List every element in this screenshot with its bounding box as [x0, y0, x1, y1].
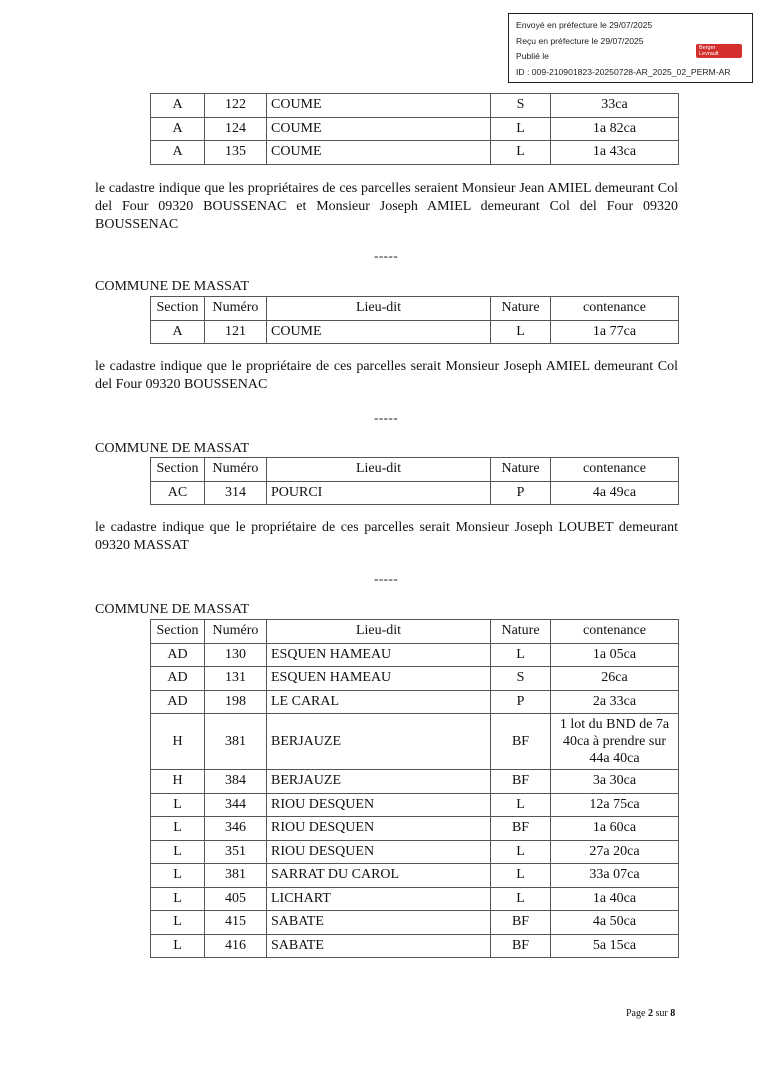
cell-nature: L — [491, 141, 551, 165]
cell-nature: L — [491, 864, 551, 888]
table-row — [151, 320, 679, 344]
table-row — [151, 793, 679, 817]
commune-heading: COMMUNE DE MASSAT — [95, 602, 250, 617]
cell-contenance: 4a 49ca — [551, 481, 679, 505]
cell-lieu-dit: RIOU DESQUEN — [267, 793, 491, 817]
cell-numero: 122 — [205, 94, 267, 118]
stamp-id: ID : 009-210901823-20250728-AR_2025_02_PERM-AR — [516, 66, 731, 77]
cell-contenance: 1 lot du BND de 7a 40ca à prendre sur 44a 40ca — [551, 714, 679, 770]
prefecture-stamp — [508, 13, 753, 83]
cell-contenance: 1a 77ca — [551, 320, 679, 344]
cell-nature: L — [491, 643, 551, 667]
cell-lieu-dit: ESQUEN HAMEAU — [267, 667, 491, 691]
table-row — [151, 667, 679, 691]
cell-nature: BF — [491, 714, 551, 770]
parcel-table-continued — [150, 93, 679, 165]
header-lieu-dit: Lieu-dit — [267, 458, 491, 482]
cell-nature: L — [491, 887, 551, 911]
cell-numero: 121 — [205, 320, 267, 344]
cell-section: A — [151, 117, 205, 141]
cell-contenance: 33a 07ca — [551, 864, 679, 888]
table-row — [151, 117, 679, 141]
commune-heading: COMMUNE DE MASSAT — [95, 279, 250, 294]
cell-lieu-dit: COUME — [267, 117, 491, 141]
table-header-row — [151, 297, 679, 321]
table-row — [151, 864, 679, 888]
cell-numero: 351 — [205, 840, 267, 864]
cell-numero: 384 — [205, 770, 267, 794]
table-row — [151, 141, 679, 165]
stamp-published: Publié le — [516, 51, 549, 61]
cell-contenance: 1a 43ca — [551, 141, 679, 165]
table-row — [151, 481, 679, 505]
cell-lieu-dit: RIOU DESQUEN — [267, 817, 491, 841]
cell-lieu-dit: COUME — [267, 94, 491, 118]
cell-numero: 198 — [205, 690, 267, 714]
owner-paragraph-2: le cadastre indique que le propriétaire de ces parcelles serait Monsieur Joseph AMIEL demeurant Col del Four 09320 BOUSSENAC — [95, 359, 678, 392]
cell-numero: 314 — [205, 481, 267, 505]
cell-numero: 135 — [205, 141, 267, 165]
cell-nature: S — [491, 94, 551, 118]
cell-nature: BF — [491, 911, 551, 935]
cell-section: L — [151, 911, 205, 935]
header-section: Section — [151, 620, 205, 644]
cell-numero: 405 — [205, 887, 267, 911]
cell-numero: 124 — [205, 117, 267, 141]
cell-nature: L — [491, 793, 551, 817]
cell-contenance: 27a 20ca — [551, 840, 679, 864]
cell-section: A — [151, 141, 205, 165]
separator: ----- — [374, 248, 399, 263]
cell-contenance: 1a 40ca — [551, 887, 679, 911]
header-section: Section — [151, 297, 205, 321]
cell-contenance: 2a 33ca — [551, 690, 679, 714]
table-row — [151, 643, 679, 667]
cell-contenance: 1a 05ca — [551, 643, 679, 667]
cell-contenance: 33ca — [551, 94, 679, 118]
cell-nature: L — [491, 840, 551, 864]
cell-lieu-dit: BERJAUZE — [267, 770, 491, 794]
cell-section: L — [151, 793, 205, 817]
cell-section: L — [151, 864, 205, 888]
cell-nature: BF — [491, 770, 551, 794]
cell-section: L — [151, 817, 205, 841]
parcel-table — [150, 457, 679, 505]
header-numero: Numéro — [205, 620, 267, 644]
cell-section: AD — [151, 643, 205, 667]
cell-lieu-dit: COUME — [267, 141, 491, 165]
table-row — [151, 94, 679, 118]
table-row — [151, 770, 679, 794]
cell-section: A — [151, 320, 205, 344]
cell-section: H — [151, 714, 205, 770]
header-nature: Nature — [491, 458, 551, 482]
separator: ----- — [374, 410, 399, 425]
cell-contenance: 3a 30ca — [551, 770, 679, 794]
header-lieu-dit: Lieu-dit — [267, 297, 491, 321]
header-numero: Numéro — [205, 458, 267, 482]
cell-numero: 346 — [205, 817, 267, 841]
cell-nature: BF — [491, 934, 551, 958]
table-row — [151, 714, 679, 770]
header-lieu-dit: Lieu-dit — [267, 620, 491, 644]
cell-section: AD — [151, 667, 205, 691]
cell-nature: S — [491, 667, 551, 691]
cell-lieu-dit: ESQUEN HAMEAU — [267, 643, 491, 667]
cell-section: AD — [151, 690, 205, 714]
cell-section: A — [151, 94, 205, 118]
header-section: Section — [151, 458, 205, 482]
cell-contenance: 4a 50ca — [551, 911, 679, 935]
cell-lieu-dit: SABATE — [267, 911, 491, 935]
header-nature: Nature — [491, 297, 551, 321]
cell-numero: 344 — [205, 793, 267, 817]
cell-contenance: 12a 75ca — [551, 793, 679, 817]
separator: ----- — [374, 571, 399, 586]
owner-paragraph-1: le cadastre indique que les propriétaires de ces parcelles seraient Monsieur Jean AMIEL demeurant Col del Four 09320 BOUSSENAC et Monsieur Joseph AMIEL demeurant Col del Four 09320 BOUSSENAC — [95, 181, 678, 232]
header-contenance: contenance — [551, 620, 679, 644]
table-row — [151, 934, 679, 958]
table-row — [151, 690, 679, 714]
cell-lieu-dit: RIOU DESQUEN — [267, 840, 491, 864]
cell-lieu-dit: COUME — [267, 320, 491, 344]
cell-nature: L — [491, 320, 551, 344]
cell-lieu-dit: BERJAUZE — [267, 714, 491, 770]
cell-nature: P — [491, 690, 551, 714]
header-nature: Nature — [491, 620, 551, 644]
cell-nature: P — [491, 481, 551, 505]
cell-lieu-dit: SARRAT DU CAROL — [267, 864, 491, 888]
cell-nature: BF — [491, 817, 551, 841]
cell-lieu-dit: LICHART — [267, 887, 491, 911]
table-header-row — [151, 458, 679, 482]
table-row — [151, 817, 679, 841]
cell-section: L — [151, 887, 205, 911]
header-numero: Numéro — [205, 297, 267, 321]
cell-numero: 130 — [205, 643, 267, 667]
cell-lieu-dit: LE CARAL — [267, 690, 491, 714]
parcel-table — [150, 619, 679, 958]
cell-contenance: 1a 60ca — [551, 817, 679, 841]
cell-section: H — [151, 770, 205, 794]
table-row — [151, 911, 679, 935]
page-number: Page 2 sur 8 — [626, 1008, 676, 1019]
cell-numero: 131 — [205, 667, 267, 691]
cell-section: L — [151, 934, 205, 958]
cell-numero: 416 — [205, 934, 267, 958]
cell-lieu-dit: SABATE — [267, 934, 491, 958]
header-contenance: contenance — [551, 297, 679, 321]
cell-contenance: 26ca — [551, 667, 679, 691]
parcel-table — [150, 296, 679, 344]
cell-numero: 415 — [205, 911, 267, 935]
commune-heading: COMMUNE DE MASSAT — [95, 441, 250, 456]
cell-numero: 381 — [205, 714, 267, 770]
cell-section: L — [151, 840, 205, 864]
cell-contenance: 1a 82ca — [551, 117, 679, 141]
stamp-received: Reçu en préfecture le 29/07/2025 — [516, 35, 644, 46]
cell-section: AC — [151, 481, 205, 505]
stamp-sent: Envoyé en préfecture le 29/07/2025 — [516, 20, 653, 30]
cell-numero: 381 — [205, 864, 267, 888]
cell-nature: L — [491, 117, 551, 141]
berger-levrault-logo: Berger Levrault — [696, 44, 742, 58]
cell-contenance: 5a 15ca — [551, 934, 679, 958]
table-row — [151, 840, 679, 864]
owner-paragraph-3: le cadastre indique que le propriétaire de ces parcelles serait Monsieur Joseph LOUBET demeurant 09320 MASSAT — [95, 520, 678, 553]
cell-lieu-dit: POURCI — [267, 481, 491, 505]
table-row — [151, 887, 679, 911]
header-contenance: contenance — [551, 458, 679, 482]
table-header-row — [151, 620, 679, 644]
